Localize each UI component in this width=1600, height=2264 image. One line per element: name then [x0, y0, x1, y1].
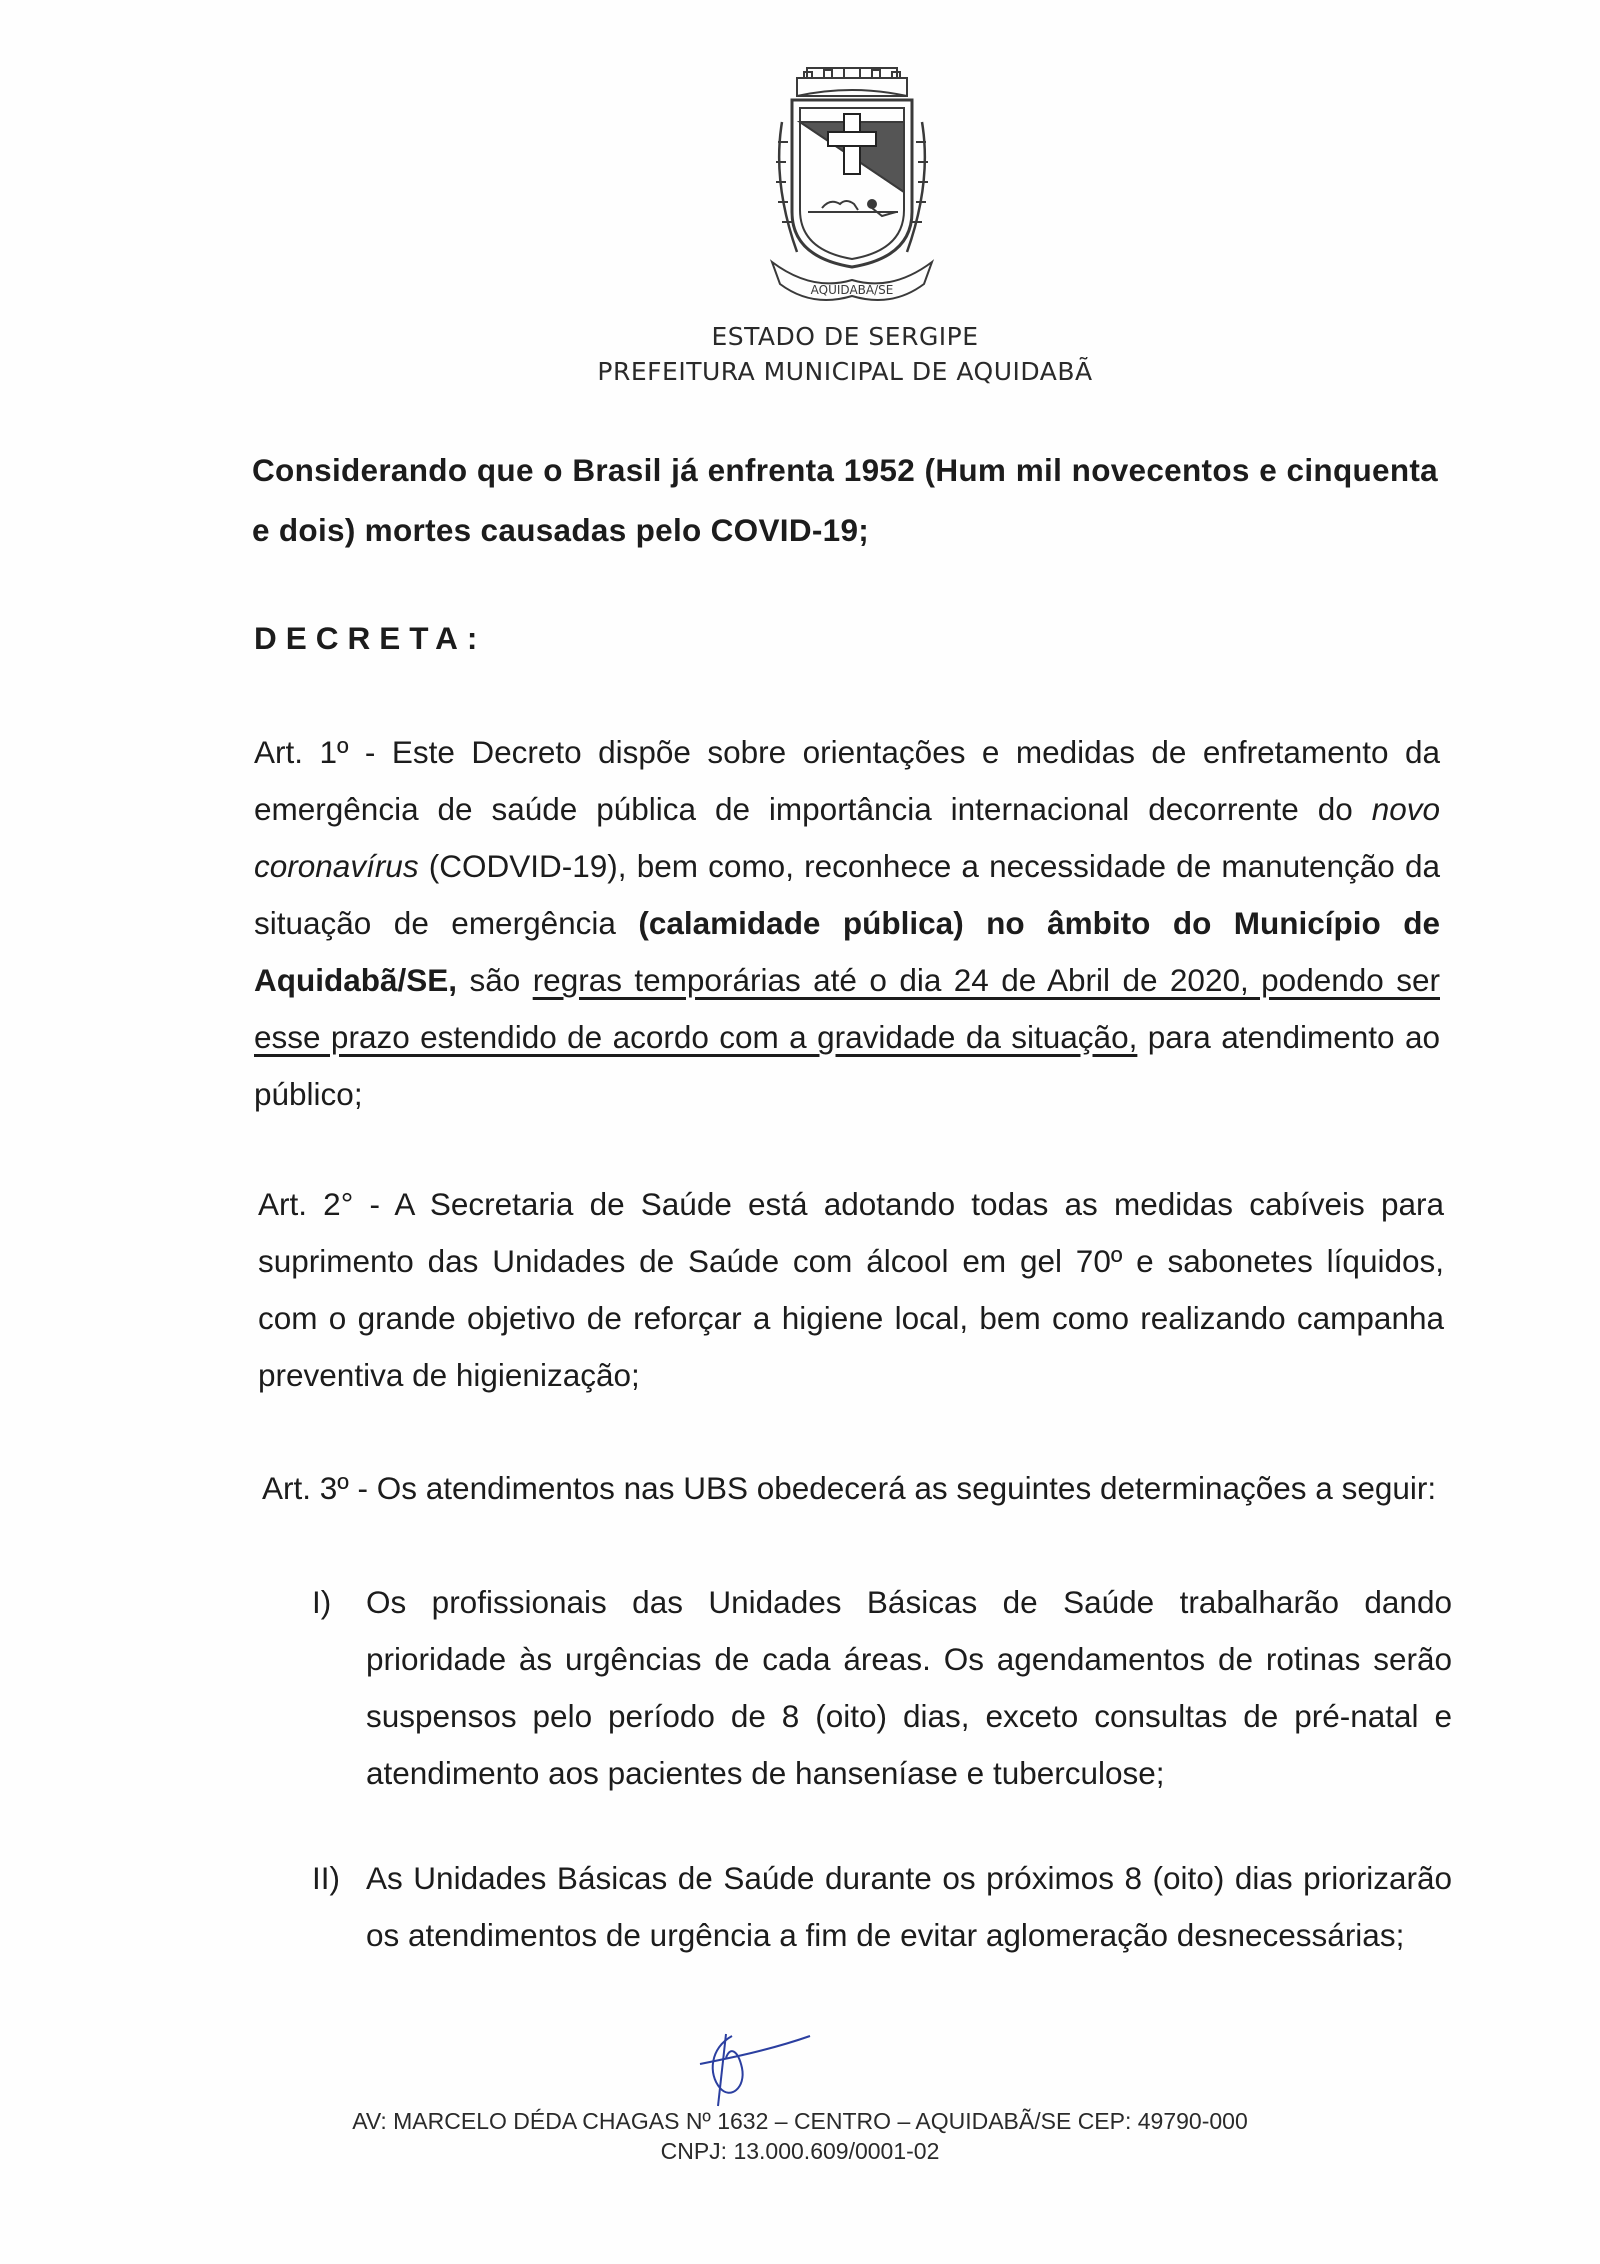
- article-1-bold: (calamidade pública) no âmbito do Município de Aquidabã/SE,: [254, 905, 1440, 998]
- header-municipality: PREFEITURA MUNICIPAL DE AQUIDABÃ: [597, 357, 1093, 386]
- list-item: [312, 1574, 1452, 1802]
- crest-ribbon-text: AQUIDABÃ/SE: [810, 283, 894, 297]
- article-1-text-c: são: [457, 962, 533, 998]
- list-item-text: As Unidades Básicas de Saúde durante os próximos 8 (oito) dias priorizarão os atendimentos de urgência a fim de evitar aglomeração desnecessárias;: [366, 1860, 1452, 1953]
- article-1: [254, 724, 1440, 1123]
- article-1-text-a: Art. 1º - Este Decreto dispõe sobre orientações e medidas de enfretamento da emergência de saúde pública de importância internacional decorrente do: [254, 734, 1440, 827]
- list-item-number: I): [312, 1584, 332, 1620]
- footer-address: AV: MARCELO DÉDA CHAGAS Nº 1632 – CENTRO – AQUIDABÃ/SE CEP: 49790-000: [352, 2108, 1248, 2134]
- article-2: Art. 2° - A Secretaria de Saúde está adotando todas as medidas cabíveis para suprimento das Unidades de Saúde com álcool em gel 70º e sabonetes líquidos, com o grande objetivo de reforçar a higiene local, bem como realizando campanha preventiva de higienização;: [258, 1186, 1444, 1393]
- list-item: [312, 1850, 1452, 1964]
- article-1-text-d: para atendimento ao público;: [254, 1019, 1441, 1112]
- considerando-paragraph: Considerando que o Brasil já enfrenta 1952 (Hum mil novecentos e cinquenta e dois) mortes causadas pelo COVID-19;: [252, 452, 1438, 548]
- list-item-number: II): [312, 1860, 340, 1896]
- decreta-heading: DECRETA:: [254, 620, 487, 656]
- header-state: ESTADO DE SERGIPE: [711, 322, 979, 351]
- footer-cnpj: CNPJ: 13.000.609/0001-02: [660, 2138, 940, 2164]
- article-3: Art. 3º - Os atendimentos nas UBS obedecerá as seguintes determinações a seguir:: [262, 1470, 1437, 1506]
- handwritten-signature: [680, 2028, 820, 2108]
- article-1-text-b: (CODVID-19), bem como, reconhece a necessidade de manutenção da situação de emergência: [254, 848, 1440, 941]
- municipal-crest-logo: [752, 62, 952, 312]
- article-1-italic: novo coronavírus: [254, 791, 1440, 884]
- list-item-text: Os profissionais das Unidades Básicas de Saúde trabalharão dando prioridade às urgências de cada áreas. Os agendamentos de rotinas serão suspensos pelo período de 8 (oito) dias, exceto consultas de pré-natal e atendimento aos pacientes de hanseníase e tuberculose;: [366, 1584, 1452, 1791]
- article-1-underlined: regras temporárias até o dia 24 de Abril de 2020, podendo ser esse prazo estendido de acordo com a gravidade da situação,: [254, 962, 1440, 1055]
